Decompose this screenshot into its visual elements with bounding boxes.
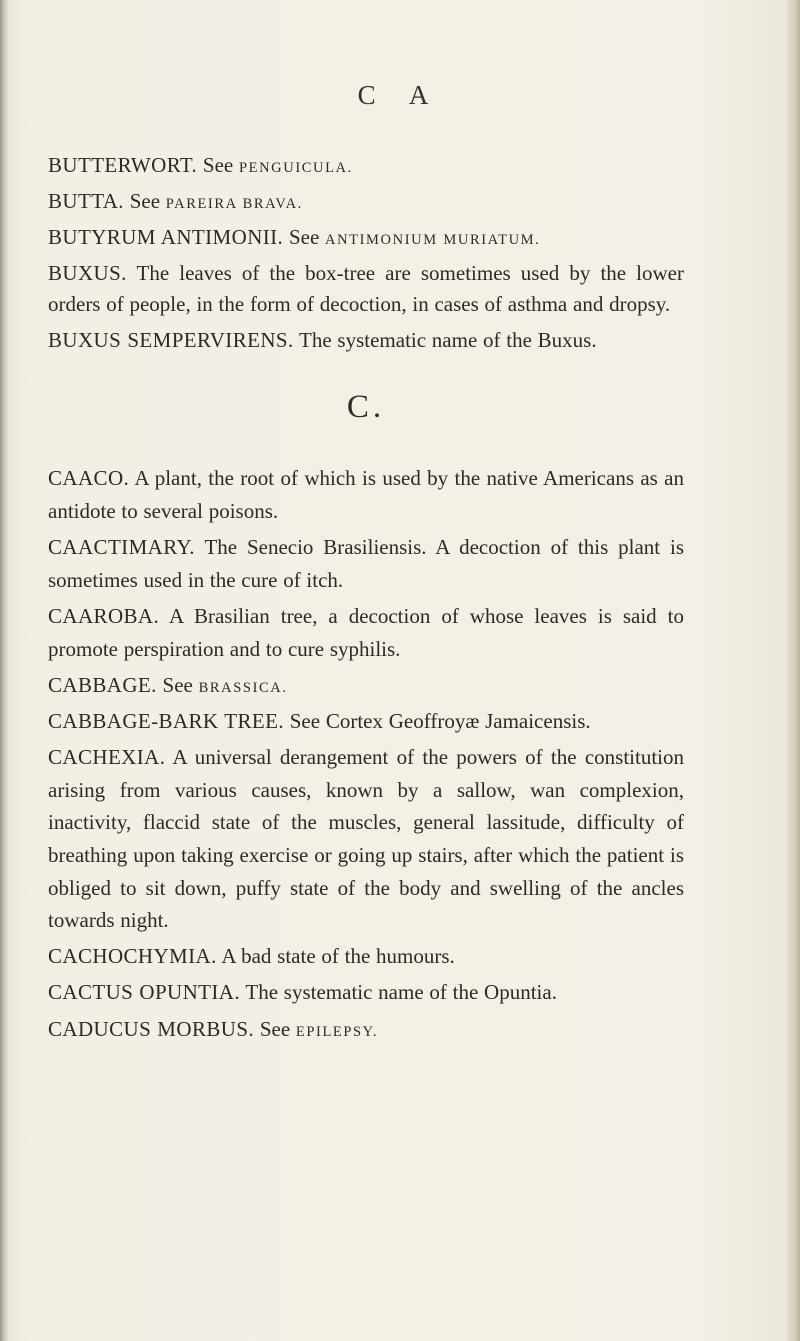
entry-text: The systematic name of the Buxus.	[293, 328, 597, 353]
dictionary-entry	[48, 741, 684, 940]
entry-headword: CAACO.	[48, 466, 130, 491]
entry-cross-reference: PENGUICULA.	[238, 160, 353, 176]
entry-headword: CAACTIMARY.	[48, 535, 195, 560]
dictionary-entry	[48, 462, 684, 530]
dictionary-entry	[48, 976, 684, 1012]
dictionary-column	[48, 150, 684, 1049]
entry-text: A universal derangement of the powers of the constitution arising from various causes, known by a sallow, wan complexion, inactivity, flaccid state of the muscles, general lassitude, difficulty of breathing upon taking exercise or going up stairs, after which the patient is obliged to sit down, puffy state of the body and swelling of the ancles towards night.	[48, 745, 684, 933]
running-head: C A	[357, 80, 443, 110]
dictionary-entry	[48, 1013, 684, 1049]
entry-text: See	[197, 153, 239, 177]
entries-c	[48, 462, 684, 1048]
entry-text: A plant, the root of which is used by the native Americans as an antidote to several poisons.	[48, 466, 684, 523]
entry-text: The Senecio Brasiliensis. A decoction of this plant is sometimes used in the cure of itch.	[48, 535, 684, 592]
entries-b	[48, 150, 684, 359]
entry-text: See	[283, 225, 326, 249]
entry-headword: BUTYRUM ANTIMONII.	[48, 225, 284, 249]
section-letter: C.	[346, 389, 386, 426]
entry-text: A Brasilian tree, a decoction of whose leaves is said to promote perspiration and to cure syphilis.	[48, 603, 684, 661]
dictionary-entry	[48, 669, 684, 705]
entry-text: A bad state of the humours.	[216, 944, 455, 969]
entry-headword: CACHOCHYMIA.	[48, 944, 217, 969]
entry-cross-reference: BRASSICA.	[198, 679, 288, 696]
dictionary-entry	[48, 150, 684, 184]
entry-headword: BUTTERWORT.	[48, 153, 198, 177]
entry-headword: CAAROBA.	[48, 603, 160, 628]
dictionary-entry	[48, 325, 684, 359]
entry-headword: BUXUS.	[48, 261, 127, 285]
entry-headword: CABBAGE.	[48, 672, 157, 697]
dictionary-entry	[48, 600, 684, 668]
entry-headword: CADUCUS MORBUS.	[48, 1016, 255, 1041]
entry-text: See	[156, 672, 199, 697]
dictionary-entry	[48, 186, 684, 220]
page-edge-shadow	[786, 0, 800, 1341]
dictionary-entry	[48, 940, 684, 976]
entry-headword: CACTUS OPUNTIA.	[48, 980, 241, 1005]
dictionary-entry	[48, 531, 684, 599]
entry-headword: BUXUS SEMPERVIRENS.	[48, 328, 294, 353]
entry-text: See	[123, 189, 166, 213]
entry-text: See	[254, 1016, 296, 1041]
entry-cross-reference: PAREIRA BRAVA.	[165, 196, 303, 212]
entry-text: The systematic name of the Opuntia.	[240, 980, 557, 1005]
entry-headword: CABBAGE-BARK TREE.	[48, 708, 284, 733]
dictionary-entry	[48, 705, 684, 741]
page-gutter-shadow	[0, 0, 8, 1341]
entry-text: The leaves of the box-tree are sometimes used by the lower orders of people, in the form of decoction, in cases of asthma and dropsy.	[48, 261, 684, 317]
entry-headword: CACHEXIA.	[48, 745, 166, 770]
entry-cross-reference: ANTIMONIUM MURIATUM.	[325, 232, 541, 248]
dictionary-entry	[48, 258, 684, 323]
entry-text: See Cortex Geoffroyæ Jamaicensis.	[284, 708, 591, 733]
entry-cross-reference: EPILEPSY.	[295, 1023, 379, 1040]
entry-headword: BUTTA.	[48, 189, 124, 213]
dictionary-entry	[48, 222, 684, 256]
